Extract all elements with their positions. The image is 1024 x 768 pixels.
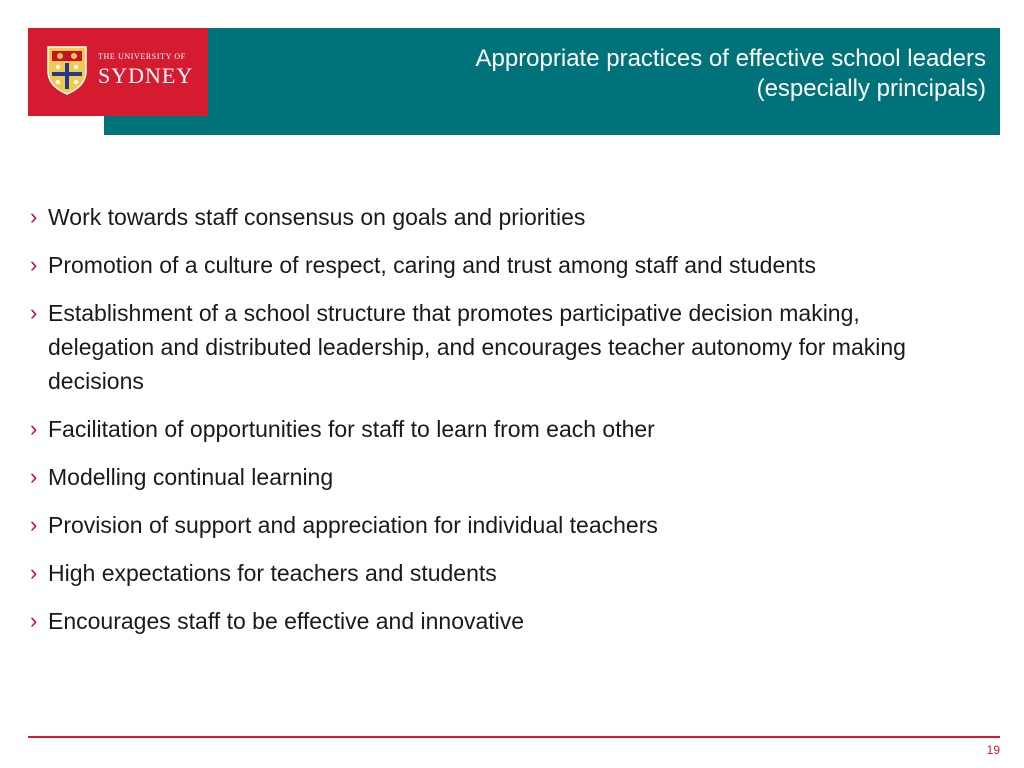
bullet-text: Work towards staff consensus on goals and priorities [48,204,586,230]
list-item [30,460,970,494]
bullet-marker: › [30,300,38,325]
bullet-marker: › [30,608,38,633]
bullet-text: Modelling continual learning [48,464,334,490]
bullet-text: Promotion of a culture of respect, caring and trust among staff and students [48,252,816,278]
bullet-marker: › [30,416,38,441]
slide-title: Appropriate practices of effective school leaders (especially principals) [475,45,986,102]
bullet-marker: › [30,204,38,229]
bullet-marker: › [30,252,38,277]
bullet-marker: › [30,560,38,585]
university-name: SYDNEY [98,63,194,88]
list-item [30,556,970,590]
list-item [30,508,970,542]
bullet-text: Facilitation of opportunities for staff to learn from each other [48,416,655,442]
page-number: 19 [986,743,1000,757]
bullet-list [30,200,970,652]
bullet-text: High expectations for teachers and students [48,560,497,586]
bullet-text: Provision of support and appreciation for individual teachers [48,512,658,538]
bullet-marker: › [30,512,38,537]
university-logo [28,28,208,116]
university-small-text: THE UNIVERSITY OF [98,52,186,61]
list-item [30,412,970,446]
list-item [30,248,970,282]
crest-icon [46,45,88,95]
university-wordmark [98,52,193,89]
footer-divider [28,736,1000,738]
list-item [30,200,970,234]
bullet-marker: › [30,464,38,489]
list-item [30,296,970,398]
list-item [30,604,970,638]
bullet-text: Establishment of a school structure that promotes participative decision making, delegation and distributed leadership, and encourages teacher autonomy for making decisions [48,300,906,394]
bullet-text: Encourages staff to be effective and innovative [48,608,525,634]
